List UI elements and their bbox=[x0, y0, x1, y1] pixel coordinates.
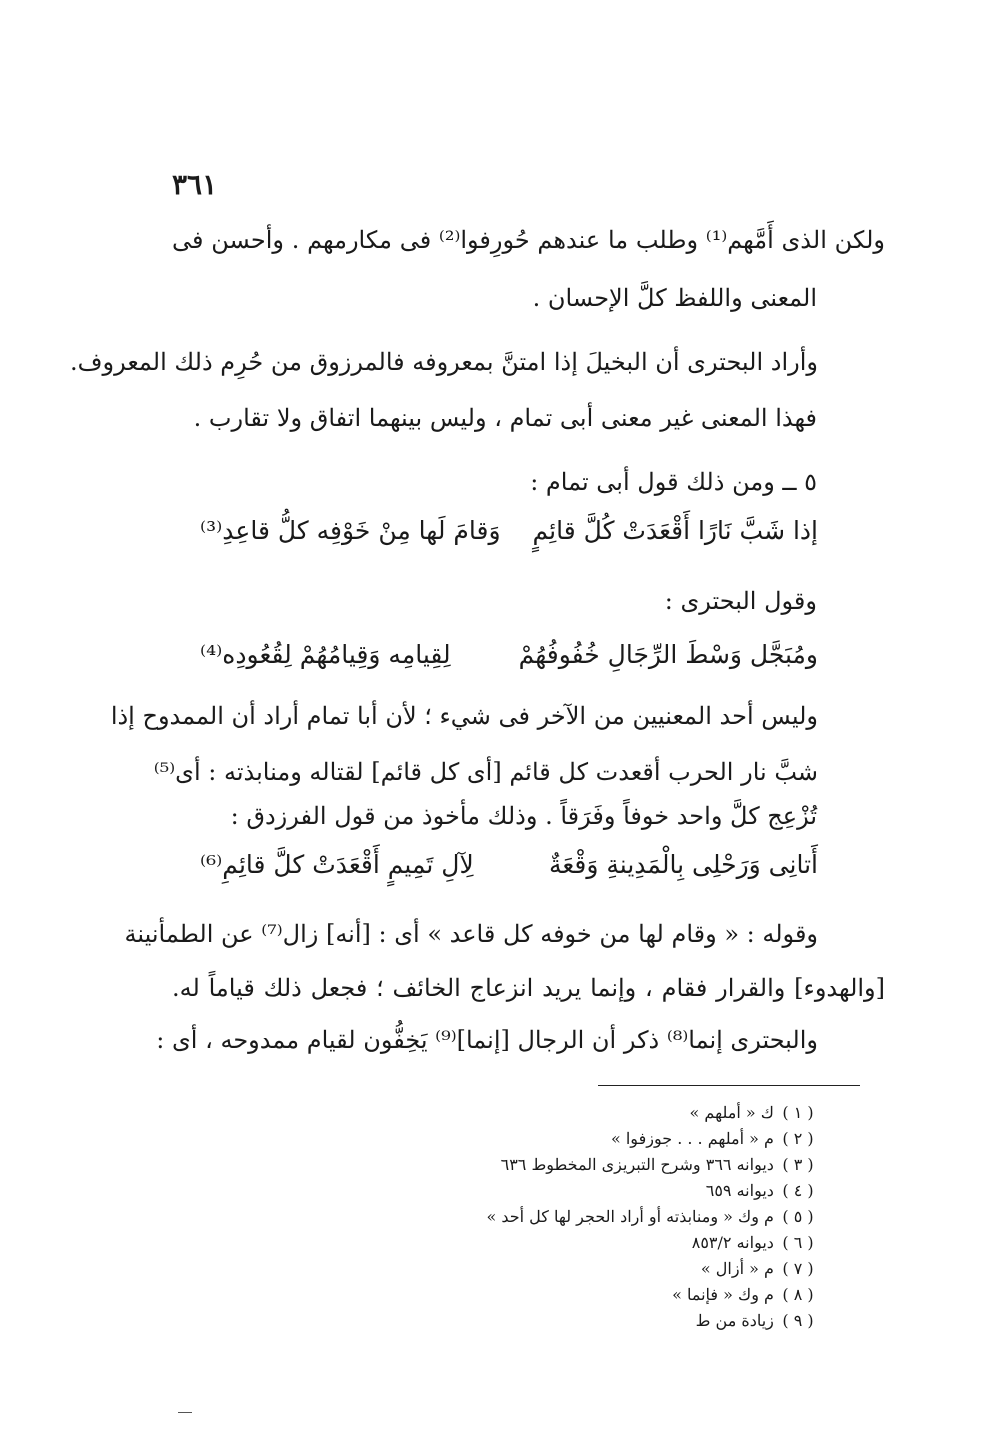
footnote-item bbox=[417, 1256, 817, 1282]
footnote-number: ( ٤ ) bbox=[782, 1181, 814, 1200]
footnote-text: ديوانه ٣٦٦ وشرح التبريزى المخطوط ٦٣٦ bbox=[500, 1155, 774, 1174]
footnote-number: ( ١ ) bbox=[782, 1103, 814, 1122]
verse-hemistich-first: أَتانِى وَرَحْلِى بِالْمَدِينةِ وَقْعَةٌ bbox=[548, 850, 818, 879]
footnote-text: م وك « ومنابذته أو أراد الحجر لها كل أحد » bbox=[486, 1207, 774, 1226]
footnote-text: م « أزال » bbox=[700, 1259, 774, 1278]
verse-hemistich-first: ومُبَجَّل وَسْطَ الرِّجَالِ خُفُوفُهُمْ bbox=[518, 640, 818, 669]
body-line: فهذا المعنى غير معنى أبى تمام ، وليس بينهما اتفاق ولا تقارب . bbox=[193, 404, 817, 432]
footnote-number: ( ٩ ) bbox=[782, 1311, 814, 1330]
body-line: شبَّ نار الحرب أقعدت كل قائم [أى كل قائم] لقتاله ومنابذته : أى⁽⁵⁾ bbox=[153, 758, 818, 786]
body-line: ٥ ــ ومن ذلك قول أبى تمام : bbox=[530, 468, 817, 496]
page-number: ٣٦١ bbox=[172, 168, 218, 201]
body-line: وقول البحترى : bbox=[664, 587, 817, 615]
body-line: وقوله : « وقام لها من خوفه كل قاعد » أى : [أنه] زال⁽⁷⁾ عن الطمأنينة bbox=[124, 920, 818, 948]
body-line: تُزْعِج كلَّ واحد خوفاً وفَرَقاً . وذلك مأخوذ من قول الفرزدق : bbox=[230, 802, 817, 830]
footnote-number: ( ٥ ) bbox=[782, 1207, 814, 1226]
body-line: [والهدوء] والقرار فقام ، وإنما يريد انزعاج الخائف ؛ فجعل ذلك قياماً له. bbox=[172, 974, 885, 1002]
verse-hemistich-second: لِقِيامِه وَقِيامُهُمْ لِقُعُودِه⁽⁴⁾ bbox=[200, 640, 451, 669]
footnote-text: م « أملهم . . . جوزفوا » bbox=[610, 1129, 774, 1148]
verse-hemistich-first: إذا شَبَّ نَارًا أَقْعَدَتْ كُلَّ قائِمٍ bbox=[532, 516, 818, 545]
footnote-number: ( ٦ ) bbox=[782, 1233, 814, 1252]
footnote-item bbox=[417, 1126, 817, 1152]
footnote-number: ( ٨ ) bbox=[782, 1285, 814, 1304]
verse-line bbox=[200, 848, 818, 884]
body-line: المعنى واللفظ كلَّ الإحسان . bbox=[532, 284, 817, 312]
footnote-item bbox=[417, 1230, 817, 1256]
footnote-number: ( ٣ ) bbox=[782, 1155, 814, 1174]
verse-hemistich-second: وَقامَ لَها مِنْ خَوْفِه كلُّ قاعِدِ⁽³⁾ bbox=[200, 516, 501, 545]
body-line: والبحترى إنما⁽⁸⁾ ذكر أن الرجال [إنما]⁽⁹⁾ يَخِفُّون لقيام ممدوحه ، أى : bbox=[156, 1026, 818, 1054]
verse-line bbox=[200, 514, 818, 550]
footnote-item bbox=[417, 1308, 817, 1334]
body-line: وليس أحد المعنيين من الآخر فى شيء ؛ لأن أبا تمام أراد أن الممدوح إذا bbox=[110, 702, 818, 730]
footnotes-list bbox=[417, 1100, 817, 1334]
body-line: ولكن الذى أَمَّهم⁽¹⁾ وطلب ما عندهم حُورِفوا⁽²⁾ فى مكارمهم . وأحسن فى bbox=[172, 226, 886, 254]
verse-hemistich-second: لِآلِ تَمِيمٍ أَقْعَدَتْ كلَّ قائِمِ⁽⁶⁾ bbox=[200, 850, 474, 879]
footnote-text: ك « أملهم » bbox=[689, 1103, 774, 1122]
footnote-item bbox=[417, 1100, 817, 1126]
footnote-number: ( ٧ ) bbox=[782, 1259, 814, 1278]
footnote-separator bbox=[598, 1085, 860, 1086]
footnote-item bbox=[417, 1178, 817, 1204]
page-bottom-mark bbox=[178, 1412, 192, 1413]
verse-line bbox=[200, 638, 818, 674]
footnote-item bbox=[417, 1282, 817, 1308]
footnote-text: زيادة من ط bbox=[695, 1311, 774, 1330]
footnote-text: م وك « فإنما » bbox=[672, 1285, 774, 1304]
footnote-number: ( ٢ ) bbox=[782, 1129, 814, 1148]
footnote-text: ديوانه ٦٥٩ bbox=[705, 1181, 774, 1200]
footnote-item bbox=[417, 1152, 817, 1178]
body-line: وأراد البحترى أن البخيلَ إذا امتنَّ بمعروفه فالمرزوق من حُرِم ذلك المعروف. bbox=[70, 348, 818, 376]
footnote-item bbox=[417, 1204, 817, 1230]
footnote-text: ديوانه ٨٥٣/٢ bbox=[691, 1233, 774, 1252]
